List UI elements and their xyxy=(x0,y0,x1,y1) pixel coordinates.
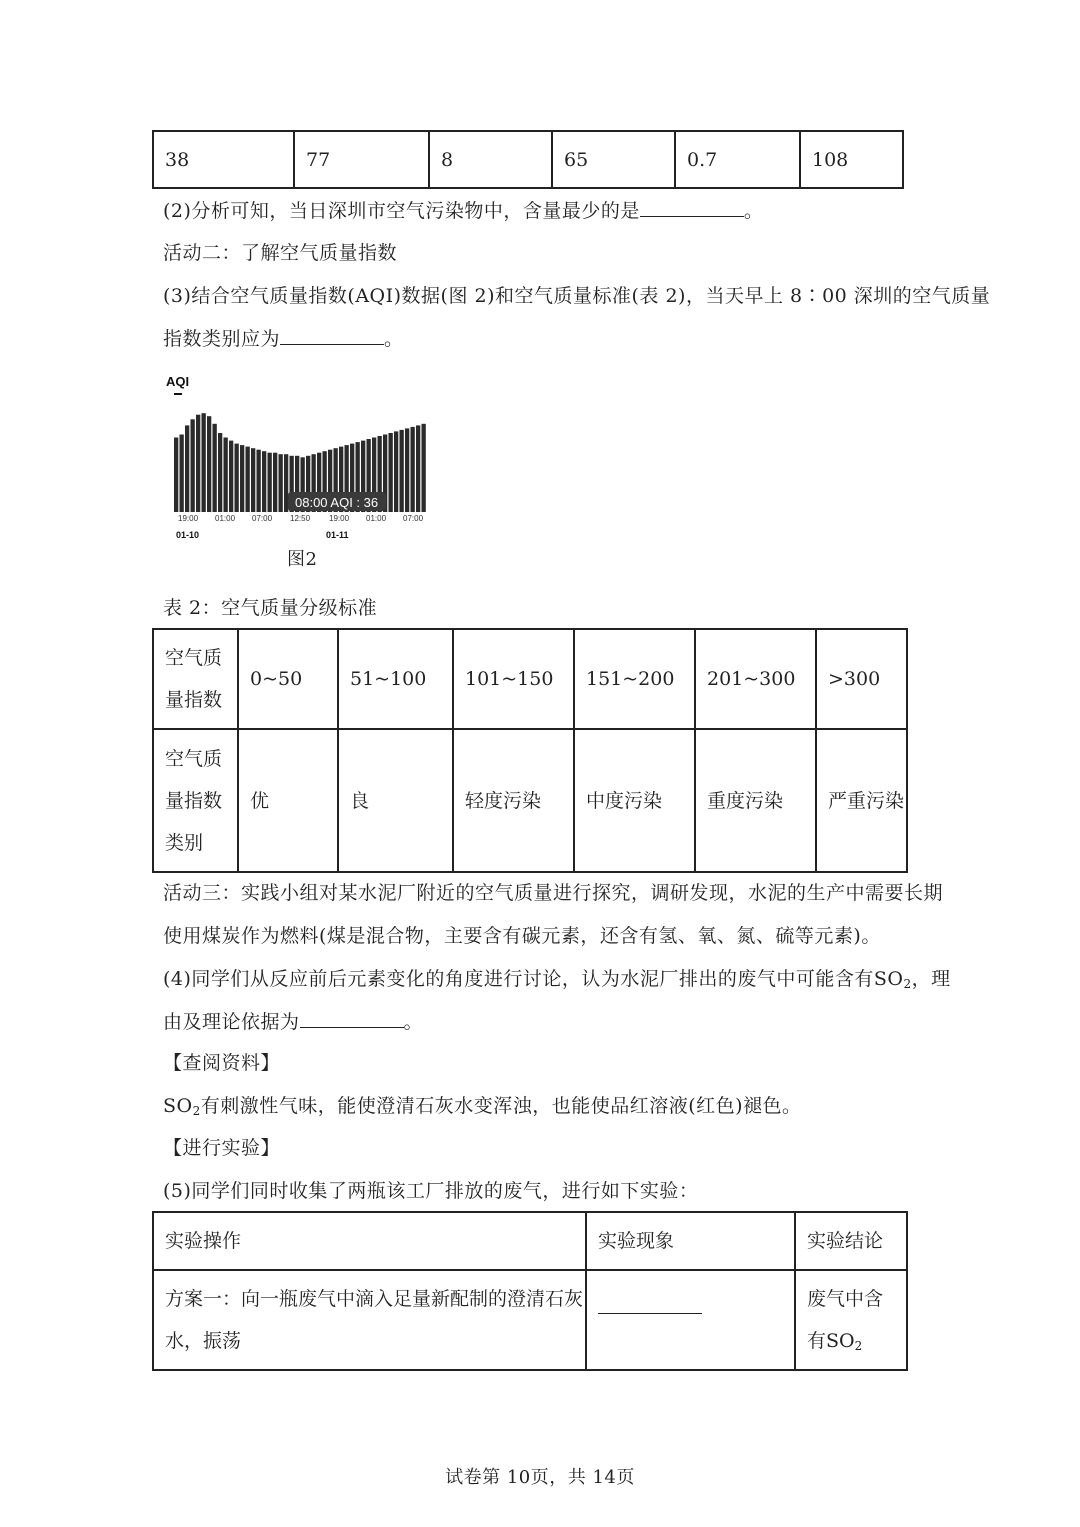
info-text xyxy=(163,1094,802,1118)
aqi-bar xyxy=(411,427,415,512)
table-cell: 51~100 xyxy=(338,629,453,729)
aqi-bar xyxy=(262,451,266,512)
x-tick-label: 01:00 xyxy=(366,514,387,523)
table-cell xyxy=(153,1270,586,1370)
aqi-bar xyxy=(400,430,404,512)
aqi-bar xyxy=(284,454,288,512)
question-4-line1-end: ，理 xyxy=(911,968,951,990)
answer-blank xyxy=(640,199,744,217)
table-header: 实验现象 xyxy=(586,1212,795,1270)
info-body: 有刺激性气味，能使澄清石灰水变浑浊，也能使品红溶液(红色)褪色。 xyxy=(200,1095,802,1117)
table-cell: 151~200 xyxy=(574,629,695,729)
question-3-text: 指数类别应为 xyxy=(163,328,281,350)
header-line: 量指数 xyxy=(165,689,223,711)
table-row xyxy=(153,629,907,729)
header-line: 空气质 xyxy=(165,747,223,770)
subscript: 2 xyxy=(192,1104,201,1118)
aqi-bar xyxy=(394,431,398,512)
table-header: 实验操作 xyxy=(153,1212,586,1270)
table-cell: 38 xyxy=(153,131,294,188)
answer-blank xyxy=(598,1299,702,1314)
aqi-bar xyxy=(202,413,206,512)
aqi-bar xyxy=(229,441,233,512)
table-cell: 77 xyxy=(294,131,429,188)
experiment-table xyxy=(152,1211,908,1371)
date-labels xyxy=(176,530,349,540)
table-header: 实验结论 xyxy=(795,1212,907,1270)
question-3-end: 。 xyxy=(384,328,404,350)
table-cell xyxy=(586,1270,795,1370)
question-3-line2 xyxy=(163,327,404,351)
aqi-bar xyxy=(246,447,250,512)
info-formula: SO xyxy=(163,1095,193,1117)
aqi-bar xyxy=(251,448,255,512)
question-2-text: (2)分析可知，当日深圳市空气污染物中，含量最少的是 xyxy=(163,200,640,222)
conclusion-formula: 有SO xyxy=(807,1330,855,1352)
figure-caption: 图2 xyxy=(287,549,318,570)
question-4-end: 。 xyxy=(403,1011,424,1033)
aqi-bar xyxy=(405,428,409,512)
activity-3-line2: 使用煤炭作为燃料(煤是混合物，主要含有碳元素，还含有氢、氧、氮、硫等元素)。 xyxy=(163,925,881,947)
table-row xyxy=(153,729,907,872)
aqi-bar xyxy=(240,445,244,512)
aqi-bar xyxy=(180,435,184,513)
x-tick-label: 01:00 xyxy=(215,514,236,523)
header-line: 空气质 xyxy=(165,647,223,669)
table-cell: 0~50 xyxy=(238,629,338,729)
info-heading: 【查阅资料】 xyxy=(163,1052,281,1074)
table-cell: 优 xyxy=(238,729,338,872)
aqi-bar xyxy=(218,433,222,512)
aqi-bar xyxy=(268,453,272,512)
aqi-bar xyxy=(185,425,189,512)
table-cell: 108 xyxy=(800,131,903,188)
header-line: 量指数 xyxy=(165,789,223,812)
header-line: 类别 xyxy=(165,831,204,854)
page-footer: 试卷第 10页，共 14页 xyxy=(445,1467,635,1488)
x-tick-label: 19:00 xyxy=(329,514,350,523)
aqi-bar xyxy=(389,433,393,512)
aqi-bar xyxy=(213,424,217,512)
aqi-bar xyxy=(224,438,228,513)
cell-line: 水，振荡 xyxy=(165,1330,242,1352)
subscript: 2 xyxy=(854,1339,863,1353)
aqi-bar xyxy=(235,444,239,512)
date-label: 01-11 xyxy=(326,530,349,540)
table-cell xyxy=(795,1270,907,1370)
aqi-bar xyxy=(207,416,211,512)
aqi-bar xyxy=(174,438,178,513)
table-cell: 65 xyxy=(552,131,675,188)
pollutant-data-table xyxy=(152,130,904,189)
table-cell: 良 xyxy=(338,729,453,872)
cell-line: 废气中含 xyxy=(807,1288,884,1310)
table-cell: 201~300 xyxy=(695,629,816,729)
cell-line: 方案一：向一瓶废气中滴入足量新配制的澄清石灰 xyxy=(165,1288,584,1310)
table-row-header xyxy=(153,629,238,729)
question-2 xyxy=(163,199,763,223)
activity-2-heading: 活动二：了解空气质量指数 xyxy=(163,242,398,264)
tick-labels xyxy=(178,514,424,523)
answer-blank xyxy=(300,1010,404,1028)
table-row xyxy=(153,131,903,188)
x-tick-label: 07:00 xyxy=(252,514,273,523)
table-cell: 轻度污染 xyxy=(453,729,574,872)
tooltip-text: 08:00 AQI : 36 xyxy=(295,495,379,510)
experiment-heading: 【进行实验】 xyxy=(163,1137,281,1159)
aqi-bar xyxy=(257,450,261,512)
question-4-text-2: 由及理论依据为 xyxy=(163,1011,300,1033)
aqi-bar xyxy=(191,419,195,512)
question-4-line2 xyxy=(163,1010,423,1034)
aqi-chart xyxy=(164,368,454,568)
x-tick-label: 12:50 xyxy=(290,514,311,523)
aqi-bar xyxy=(422,424,426,512)
aqi-bar xyxy=(416,425,420,512)
table-cell: 0.7 xyxy=(675,131,800,188)
aqi-bar xyxy=(196,415,200,512)
table-row xyxy=(153,1270,907,1370)
subscript: 2 xyxy=(903,977,912,991)
table-2-title: 表 2：空气质量分级标准 xyxy=(163,597,378,619)
table-cell: 8 xyxy=(429,131,552,188)
table-cell: 严重污染 xyxy=(816,729,907,872)
x-tick-label: 07:00 xyxy=(403,514,424,523)
table-cell: >300 xyxy=(816,629,907,729)
question-4-line1 xyxy=(163,967,951,991)
table-cell: 重度污染 xyxy=(695,729,816,872)
chart-title: AQI xyxy=(166,374,190,389)
table-row-header xyxy=(153,729,238,872)
tooltip xyxy=(288,492,386,511)
cell-line xyxy=(807,1320,906,1362)
question-4-text: (4)同学们从反应前后元素变化的角度进行讨论，认为水泥厂排出的废气中可能含有SO xyxy=(163,968,904,990)
question-3-line1: (3)结合空气质量指数(AQI)数据(图 2)和空气质量标准(表 2)，当天早上 8∶00 深圳的空气质量 xyxy=(163,285,991,307)
aqi-bar xyxy=(279,454,283,512)
date-label: 01-10 xyxy=(176,530,200,540)
question-2-end: 。 xyxy=(743,200,764,222)
x-tick-label: 19:00 xyxy=(178,514,199,523)
air-quality-standard-table xyxy=(152,628,908,873)
question-5: (5)同学们同时收集了两瓶该工厂排放的废气，进行如下实验： xyxy=(163,1180,699,1202)
activity-3-line1: 活动三：实践小组对某水泥厂附近的空气质量进行探究，调研发现，水泥的生产中需要长期 xyxy=(163,882,944,904)
aqi-chart-svg xyxy=(164,368,454,568)
table-cell: 中度污染 xyxy=(574,729,695,872)
table-cell: 101~150 xyxy=(453,629,574,729)
answer-blank xyxy=(280,327,384,345)
table-row xyxy=(153,1212,907,1270)
aqi-bar xyxy=(273,453,277,512)
